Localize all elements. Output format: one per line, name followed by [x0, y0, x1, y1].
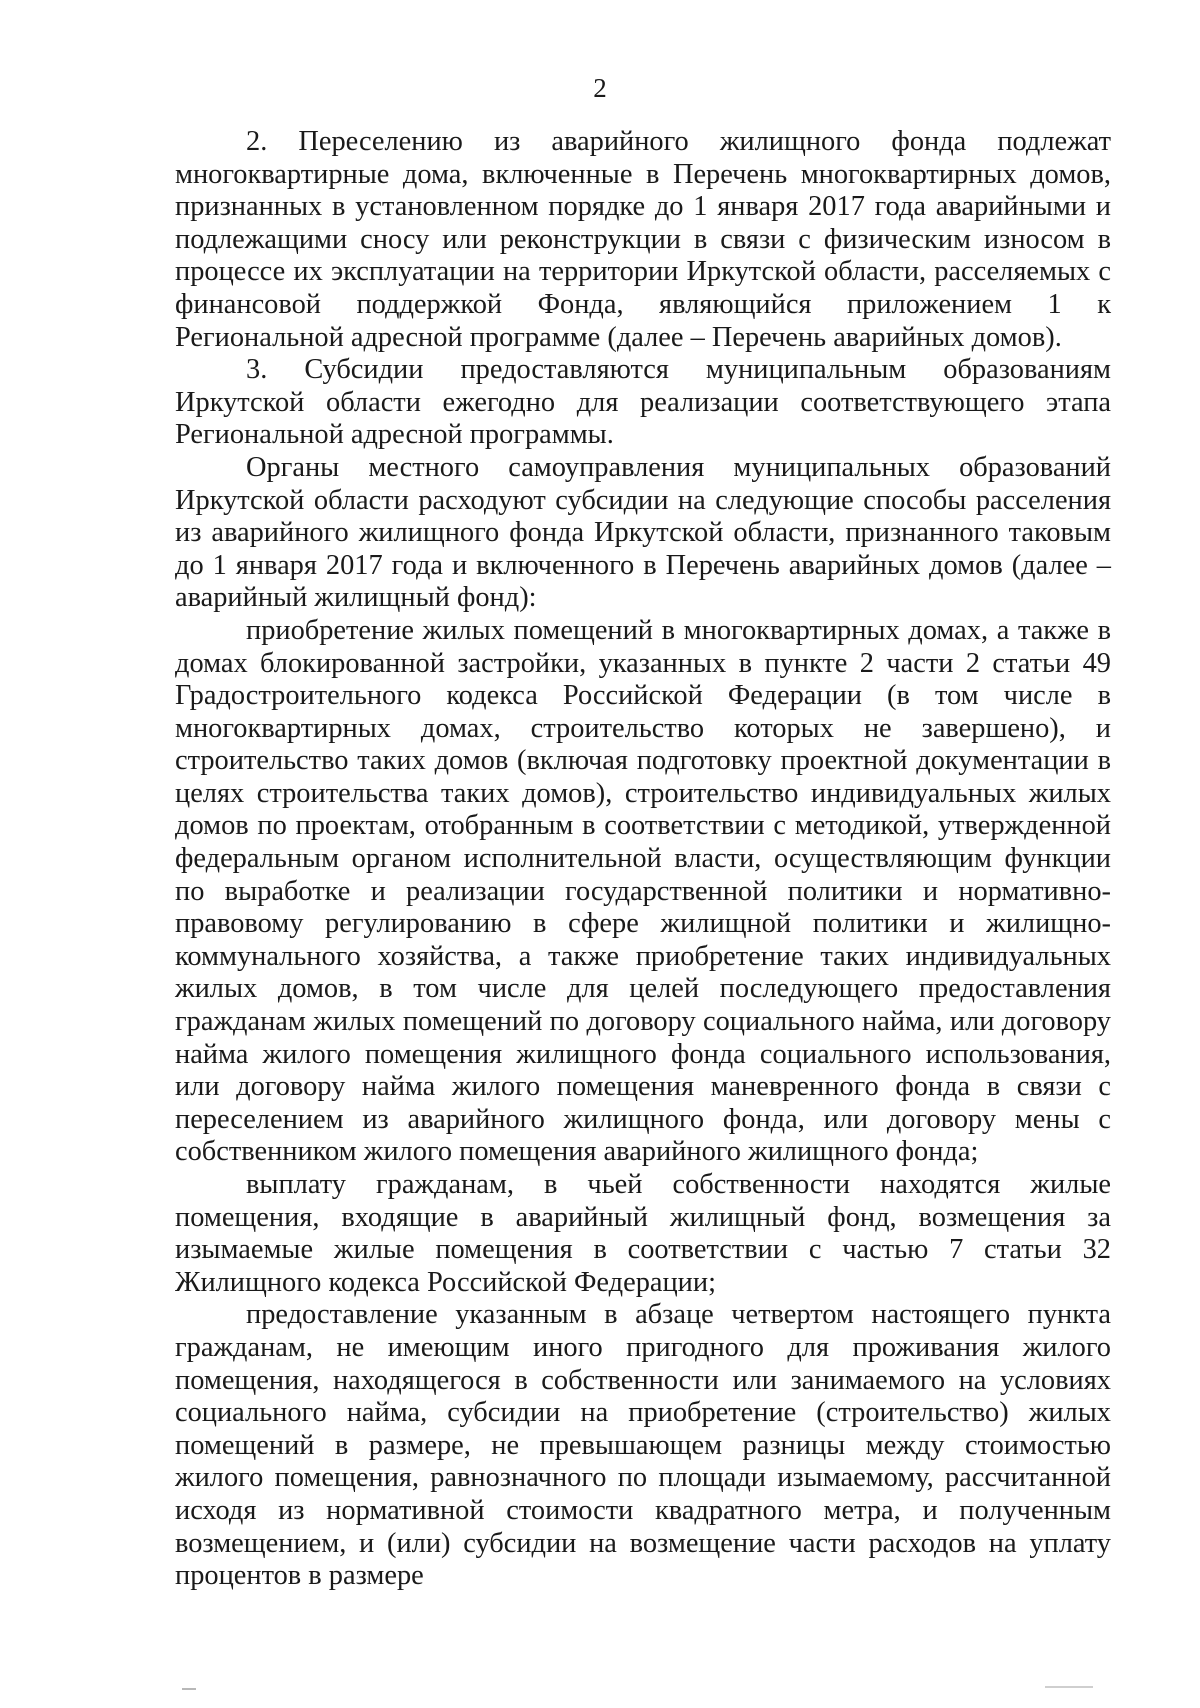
- scan-artifact: [182, 1688, 196, 1690]
- document-body: [175, 126, 1111, 1593]
- paragraph-subsidy-provision: предоставление указанным в абзаце четвертом настоящего пункта гражданам, не имеющим иного пригодного для проживания жилого помещения, находящегося в собственности или занимаемого на условиях социального найма, субсидии на приобретение (строительство) жилых помещений в размере, не превышающем разницы между стоимостью жилого помещения, равнозначного по площади изымаемому, рассчитанной исходя из нормативной стоимости квадратного метра, и полученным возмещением, и (или) субсидии на возмещение части расходов на уплату процентов в размере: [175, 1299, 1111, 1592]
- scan-artifact: [1045, 1686, 1093, 1688]
- paragraph-local-authorities: Органы местного самоуправления муниципальных образований Иркутской области расходуют субсидии на следующие способы расселения из аварийного жилищного фонда Иркутской области, признанного таковым до 1 января 2017 года и включенного в Перечень аварийных домов (далее – аварийный жилищный фонд):: [175, 451, 1111, 614]
- paragraph-item-3-subsidies: 3. Субсидии предоставляются муниципальным образованиям Иркутской области ежегодно для реализации соответствующего этапа Региональной адресной программы.: [175, 354, 1111, 451]
- page-number: 2: [593, 73, 607, 103]
- paragraph-compensation-payment: выплату гражданам, в чьей собственности находятся жилые помещения, входящие в аварийный жилищный фонд, возмещения за изымаемые жилые помещения в соответствии с частью 7 статьи 32 Жилищного кодекса Российской Федерации;: [175, 1169, 1111, 1298]
- paragraph-acquisition-construction: приобретение жилых помещений в многоквартирных домах, а также в домах блокированной застройки, указанных в пункте 2 части 2 статьи 49 Градостроительного кодекса Российской Федерации (в том числе в многоквартирных домах, строительство которых не завершено), и строительство таких домов (включая подготовку проектной документации в целях строительства таких домов), строительство индивидуальных жилых домов по проектам, отобранным в соответствии с методикой, утвержденной федеральным органом исполнительной власти, осуществляющим функции по выработке и реализации государственной политики и нормативно-правовому регулированию в сфере жилищной политики и жилищно-коммунального хозяйства, а также приобретение таких индивидуальных жилых домов, в том числе для целей последующего предоставления гражданам жилых помещений по договору социального найма, или договору найма жилого помещения жилищного фонда социального использования, или договору найма жилого помещения маневренного фонда в связи с переселением из аварийного жилищного фонда, или договору мены с собственником жилого помещения аварийного жилищного фонда;: [175, 614, 1111, 1168]
- paragraph-item-2-resettlement: 2. Переселению из аварийного жилищного фонда подлежат многоквартирные дома, включенные в Перечень многоквартирных домов, признанных в установленном порядке до 1 января 2017 года аварийными и подлежащими сносу или реконструкции в связи с физическим износом в процессе их эксплуатации на территории Иркутской области, расселяемых с финансовой поддержкой Фонда, являющийся приложением 1 к Региональной адресной программе (далее – Перечень аварийных домов).: [175, 126, 1111, 353]
